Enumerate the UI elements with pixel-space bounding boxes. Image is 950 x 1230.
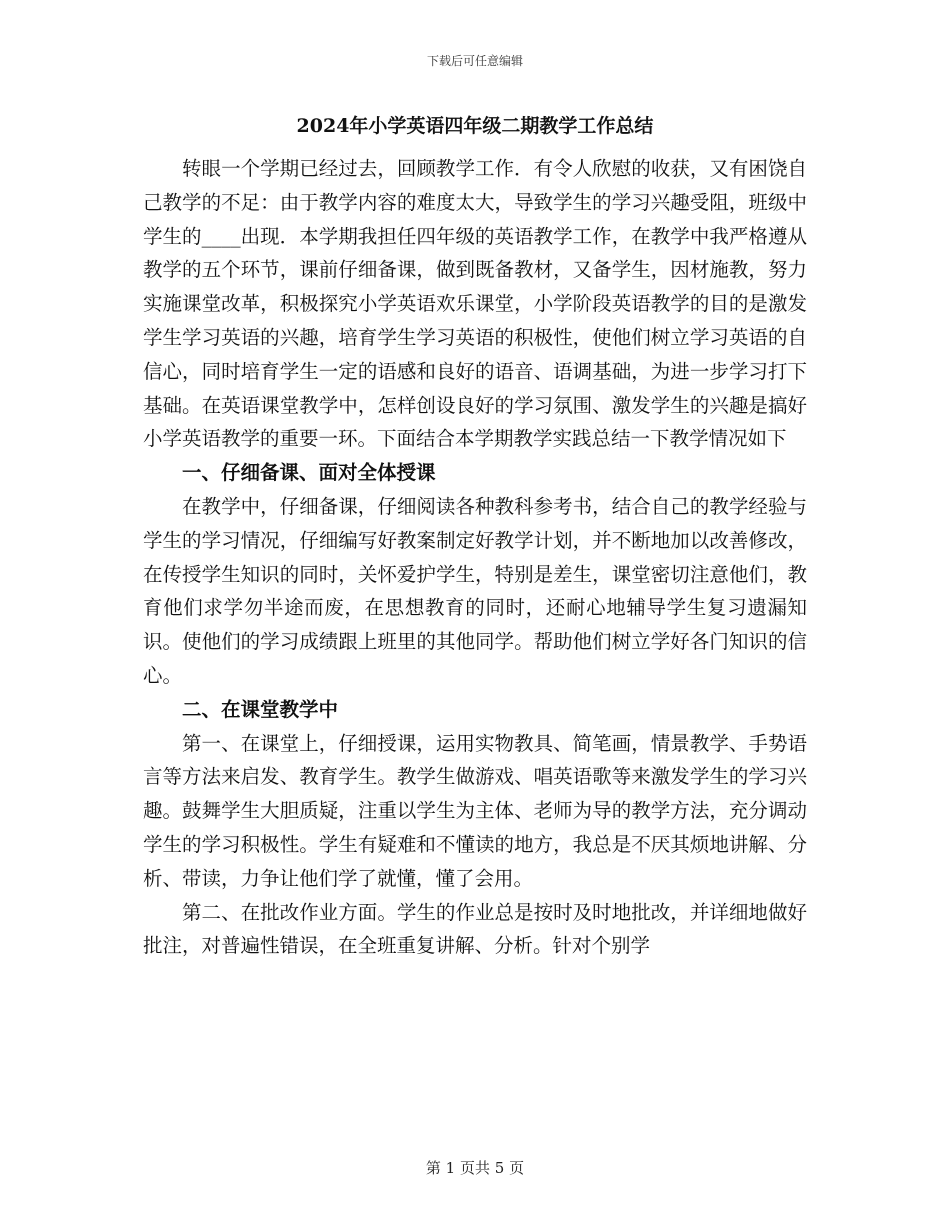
page-footer-number: 第 1 页共 5 页 <box>425 1159 525 1177</box>
section-1-paragraph: 在教学中，仔细备课，仔细阅读各种教科参考书，结合自己的教学经验与学生的学习情况，仔细编写好教案制定好教学计划，并不断地加以改善修改，在传授学生知识的同时，关怀爱护学生，特别是差生，课堂密切注意他们，教育他们求学勿半途而废，在思想教育的同时，还耐心地辅导学生复习遗漏知识。使他们的学习成绩跟上班里的其他同学。帮助他们树立学好各门知识的信心。 <box>143 494 807 687</box>
intro-paragraph: 转眼一个学期已经过去，回顾教学工作．有令人欣慰的收获，又有困饶自己教学的不足：由于教学内容的难度太大，导致学生的学习兴趣受阻，班级中学生的____出现．本学期我担任四年级的英语教学工作，在教学中我严格遵从教学的五个环节，课前仔细备课，做到既备教材，又备学生，因材施教，努力实施课堂改革，积极探究小学英语欢乐课堂，小学阶段英语教学的目的是激发学生学习英语的兴趣，培育学生学习英语的积极性，使他们树立学习英语的自信心，同时培育学生一定的语感和良好的语音、语调基础，为进一步学习打下基础。在英语课堂教学中，怎样创设良好的学习氛围、激发学生的兴趣是搞好小学英语教学的重要一环。下面结合本学期教学实践总结一下教学情况如下 <box>143 157 807 451</box>
page-header-note: 下载后可任意编辑 <box>426 54 523 68</box>
section-2-heading: 二、在课堂教学中 <box>182 697 339 721</box>
document-title: 2024年小学英语四年级二期教学工作总结 <box>296 115 654 137</box>
section-2-paragraph-1: 第一、在课堂上，仔细授课，运用实物教具、简笔画，情景教学、手势语言等方法来启发、教育学生。教学生做游戏、唱英语歌等来激发学生的学习兴趣。鼓舞学生大胆质疑，注重以学生为主体、老师为导的教学方法，充分调动学生的学习积极性。学生有疑难和不懂读的地方，我总是不厌其烦地讲解、分析、带读，力争让他们学了就懂，懂了会用。 <box>143 731 807 890</box>
section-2-paragraph-2: 第二、在批改作业方面。学生的作业总是按时及时地批改，并详细地做好批注，对普遍性错误，在全班重复讲解、分析。针对个别学 <box>143 900 807 958</box>
section-1-heading: 一、仔细备课、面对全体授课 <box>182 461 436 485</box>
document-body <box>143 112 807 963</box>
